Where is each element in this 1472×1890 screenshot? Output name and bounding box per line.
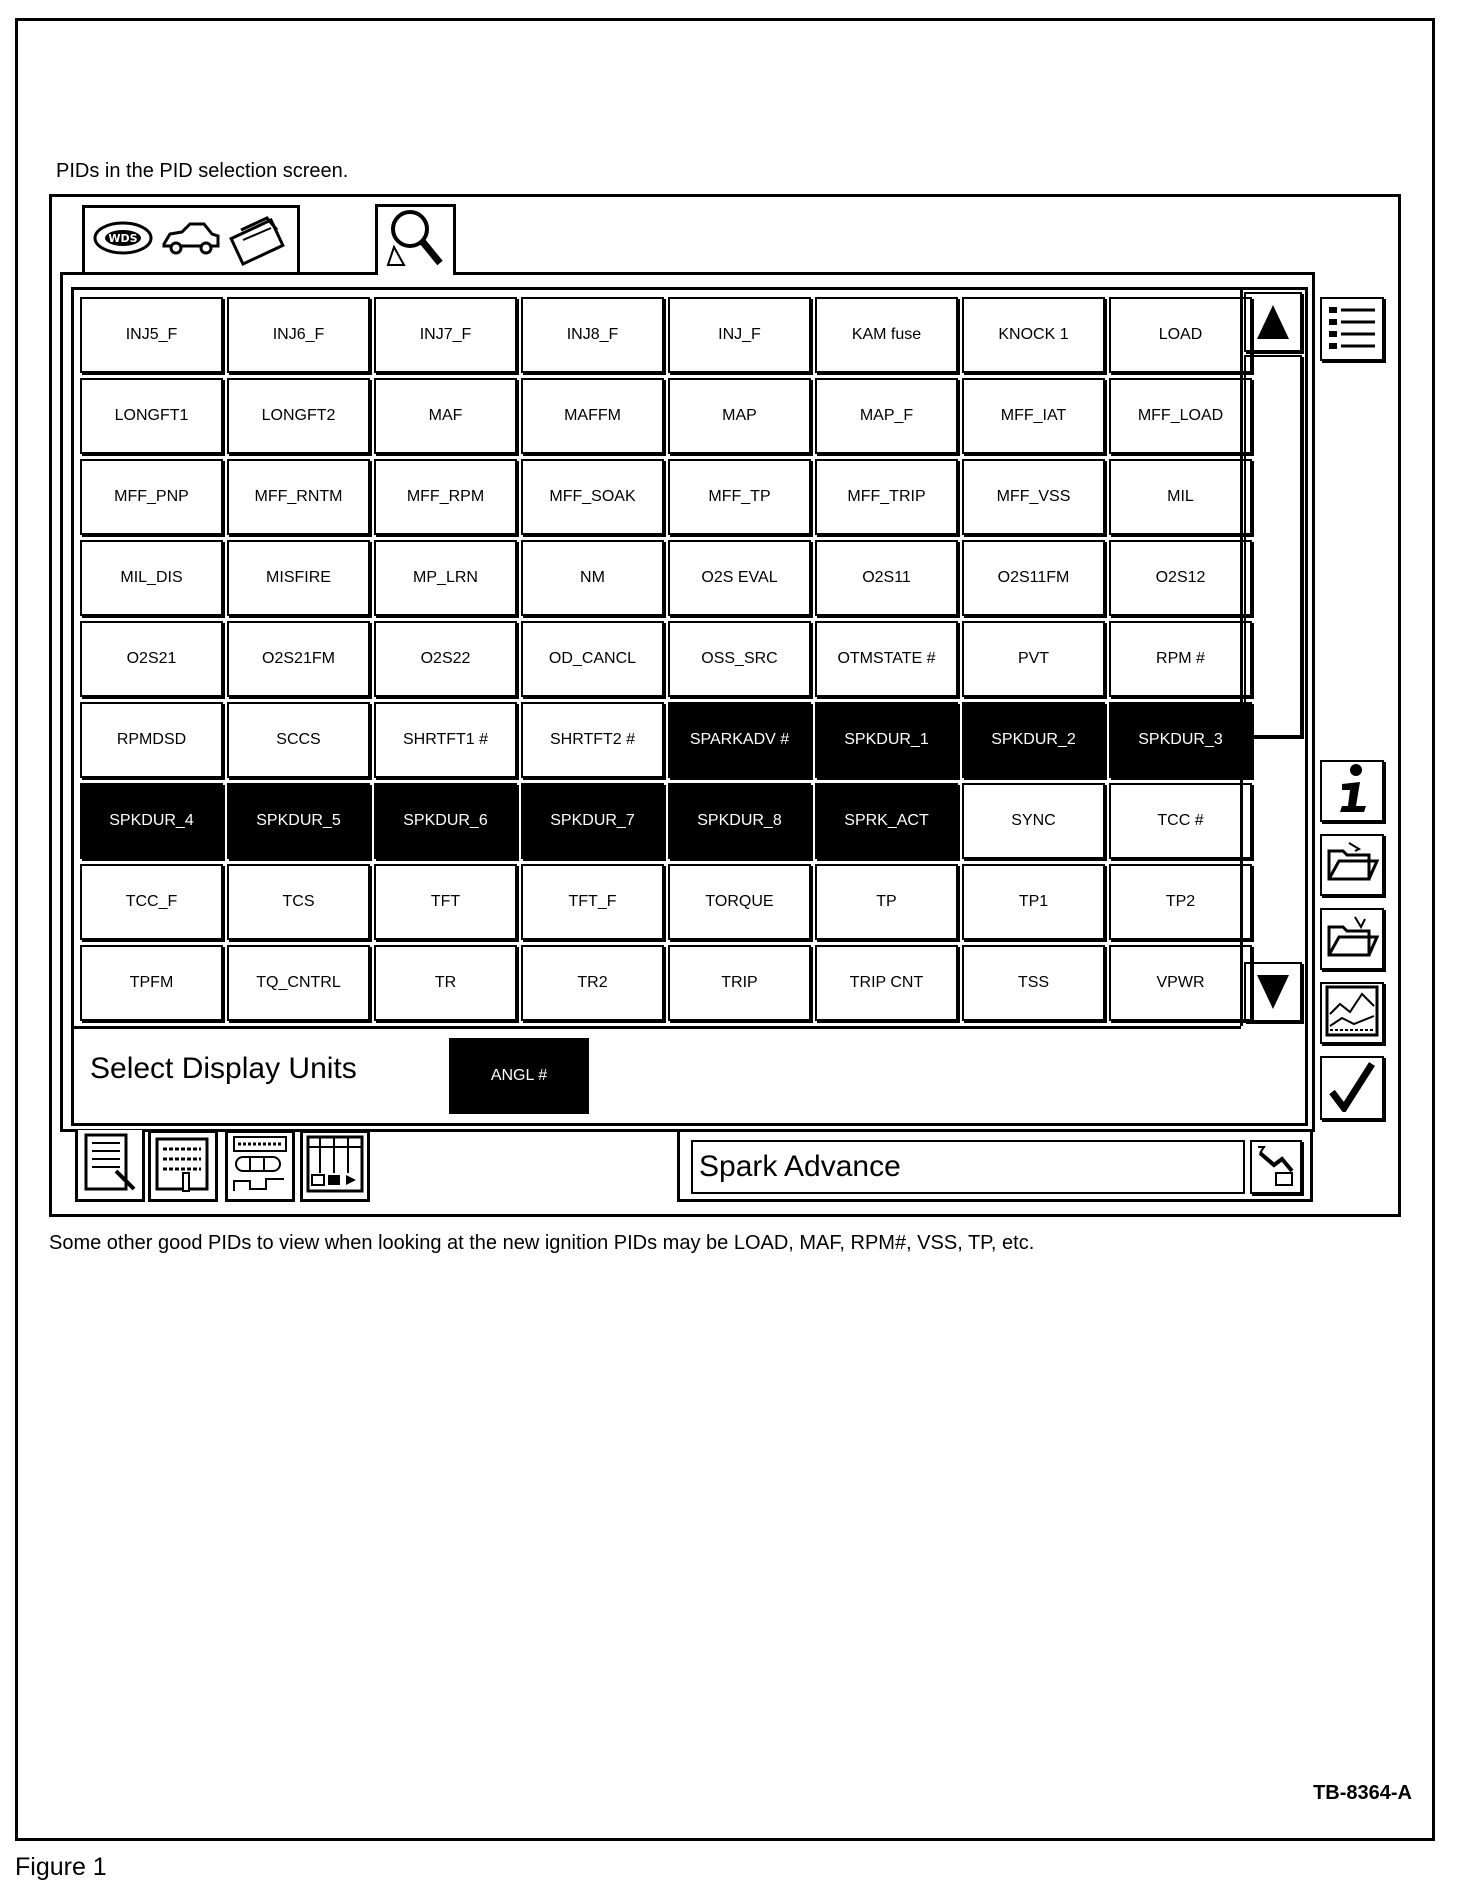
pid-button[interactable]: PVT [962, 621, 1105, 697]
arrow-up-icon [1257, 305, 1289, 339]
pid-button[interactable]: MFF_RNTM [227, 459, 370, 535]
list-button[interactable] [1320, 297, 1384, 361]
pid-button[interactable]: MFF_SOAK [521, 459, 664, 535]
pid-button[interactable]: OSS_SRC [668, 621, 811, 697]
pid-button[interactable]: SCCS [227, 702, 370, 778]
pid-button[interactable]: INJ_F [668, 297, 811, 373]
pid-button[interactable]: MFF_TRIP [815, 459, 958, 535]
confirm-button[interactable] [1320, 1056, 1384, 1120]
pid-button[interactable]: TR2 [521, 945, 664, 1021]
pid-button[interactable]: SYNC [962, 783, 1105, 859]
pid-button[interactable]: TCS [227, 864, 370, 940]
graph-button[interactable] [1320, 982, 1384, 1044]
pid-button[interactable]: LONGFT2 [227, 378, 370, 454]
pid-button[interactable]: MFF_PNP [80, 459, 223, 535]
tab-display-config[interactable] [225, 1130, 295, 1202]
pid-button[interactable]: TRIP CNT [815, 945, 958, 1021]
pid-button[interactable]: INJ6_F [227, 297, 370, 373]
pid-button[interactable]: VPWR [1109, 945, 1252, 1021]
open-folder-icon [1325, 839, 1379, 892]
playback-icon [304, 1133, 366, 1200]
save-folder-icon [1325, 913, 1379, 966]
pid-button[interactable]: NM [521, 540, 664, 616]
svg-text:WDS: WDS [108, 232, 138, 245]
pid-button[interactable]: TP2 [1109, 864, 1252, 940]
open-button[interactable] [1320, 834, 1384, 896]
pid-button[interactable]: MFF_RPM [374, 459, 517, 535]
list-icon [1325, 301, 1379, 358]
pid-button[interactable]: SPKDUR_5 [227, 783, 370, 859]
pid-button[interactable]: LONGFT1 [80, 378, 223, 454]
pid-button[interactable]: SPKDUR_3 [1109, 702, 1252, 778]
tab-pid-list[interactable] [75, 1130, 145, 1202]
tab-playback[interactable] [300, 1130, 370, 1202]
pid-button[interactable]: SHRTFT2 # [521, 702, 664, 778]
pid-button[interactable]: INJ7_F [374, 297, 517, 373]
pid-button[interactable]: TR [374, 945, 517, 1021]
pid-button[interactable]: TORQUE [668, 864, 811, 940]
pid-button[interactable]: MFF_VSS [962, 459, 1105, 535]
pid-button[interactable]: SPKDUR_1 [815, 702, 958, 778]
pid-button[interactable]: MISFIRE [227, 540, 370, 616]
units-label: Select Display Units [90, 1052, 357, 1085]
pid-button[interactable]: MFF_TP [668, 459, 811, 535]
trigger-button[interactable] [1250, 1140, 1302, 1194]
pid-button[interactable]: SPRK_ACT [815, 783, 958, 859]
tab-pid-select[interactable] [148, 1130, 218, 1202]
pid-list-icon [82, 1131, 138, 1198]
pid-button[interactable]: MIL [1109, 459, 1252, 535]
pid-button[interactable]: TP [815, 864, 958, 940]
pid-button[interactable]: OD_CANCL [521, 621, 664, 697]
pid-button[interactable]: RPM # [1109, 621, 1252, 697]
figure-label: Figure 1 [15, 1853, 107, 1881]
pid-button[interactable]: OTMSTATE # [815, 621, 958, 697]
graph-icon [1324, 984, 1380, 1043]
pid-button[interactable]: RPMDSD [80, 702, 223, 778]
figure-note: Some other good PIDs to view when looking at the new ignition PIDs may be LOAD, MAF, RPM#, VSS, TP, etc. [49, 1232, 1035, 1254]
pid-button[interactable]: MAF [374, 378, 517, 454]
pid-select-icon [153, 1133, 213, 1200]
pid-description-field: Spark Advance [691, 1140, 1245, 1194]
pid-button[interactable]: O2S11FM [962, 540, 1105, 616]
pid-button[interactable]: TQ_CNTRL [227, 945, 370, 1021]
pid-button[interactable]: LOAD [1109, 297, 1252, 373]
pid-button[interactable]: SPKDUR_2 [962, 702, 1105, 778]
pid-button[interactable]: MIL_DIS [80, 540, 223, 616]
divider [71, 1026, 1241, 1029]
pid-button[interactable]: SHRTFT1 # [374, 702, 517, 778]
pid-button[interactable]: SPKDUR_7 [521, 783, 664, 859]
scroll-down-button[interactable] [1244, 962, 1302, 1022]
pid-button[interactable]: TP1 [962, 864, 1105, 940]
scroll-thumb[interactable] [1244, 355, 1302, 737]
display-config-icon [230, 1133, 290, 1200]
pid-button[interactable]: INJ5_F [80, 297, 223, 373]
pid-button[interactable]: SPKDUR_4 [80, 783, 223, 859]
trigger-icon [1254, 1141, 1298, 1194]
pid-grid [80, 297, 1232, 1021]
info-icon [1332, 762, 1372, 821]
pid-button[interactable]: MFF_IAT [962, 378, 1105, 454]
pid-button[interactable]: TFT [374, 864, 517, 940]
figure-code: TB-8364-A [1313, 1782, 1412, 1804]
pid-button[interactable]: TCC_F [80, 864, 223, 940]
pid-button[interactable]: SPKDUR_6 [374, 783, 517, 859]
pid-button[interactable]: O2S12 [1109, 540, 1252, 616]
pid-button[interactable]: TCC # [1109, 783, 1252, 859]
pid-button[interactable]: MAP_F [815, 378, 958, 454]
pid-button[interactable]: MFF_LOAD [1109, 378, 1252, 454]
pid-button[interactable]: SPKDUR_8 [668, 783, 811, 859]
pid-button[interactable]: MAP [668, 378, 811, 454]
arrow-down-icon [1257, 975, 1289, 1009]
pid-button[interactable]: SPARKADV # [668, 702, 811, 778]
pid-button[interactable]: O2S21 [80, 621, 223, 697]
pid-button[interactable]: MAFFM [521, 378, 664, 454]
pid-button[interactable]: INJ8_F [521, 297, 664, 373]
pid-button[interactable]: TRIP [668, 945, 811, 1021]
pid-button[interactable]: TSS [962, 945, 1105, 1021]
pid-button[interactable]: O2S21FM [227, 621, 370, 697]
info-button[interactable] [1320, 760, 1384, 822]
figure-caption: PIDs in the PID selection screen. [56, 160, 349, 182]
scroll-up-button[interactable] [1244, 292, 1302, 352]
pid-button[interactable]: KNOCK 1 [962, 297, 1105, 373]
tab-gap [378, 270, 453, 276]
check-icon [1328, 1060, 1376, 1117]
pid-button[interactable]: MP_LRN [374, 540, 517, 616]
pid-button[interactable]: KAM fuse [815, 297, 958, 373]
pid-button[interactable]: TFT_F [521, 864, 664, 940]
save-button[interactable] [1320, 908, 1384, 970]
pid-button[interactable]: O2S11 [815, 540, 958, 616]
pid-button[interactable]: TPFM [80, 945, 223, 1021]
pid-button[interactable]: O2S22 [374, 621, 517, 697]
units-button[interactable]: ANGL # [449, 1038, 589, 1114]
pid-button[interactable]: O2S EVAL [668, 540, 811, 616]
